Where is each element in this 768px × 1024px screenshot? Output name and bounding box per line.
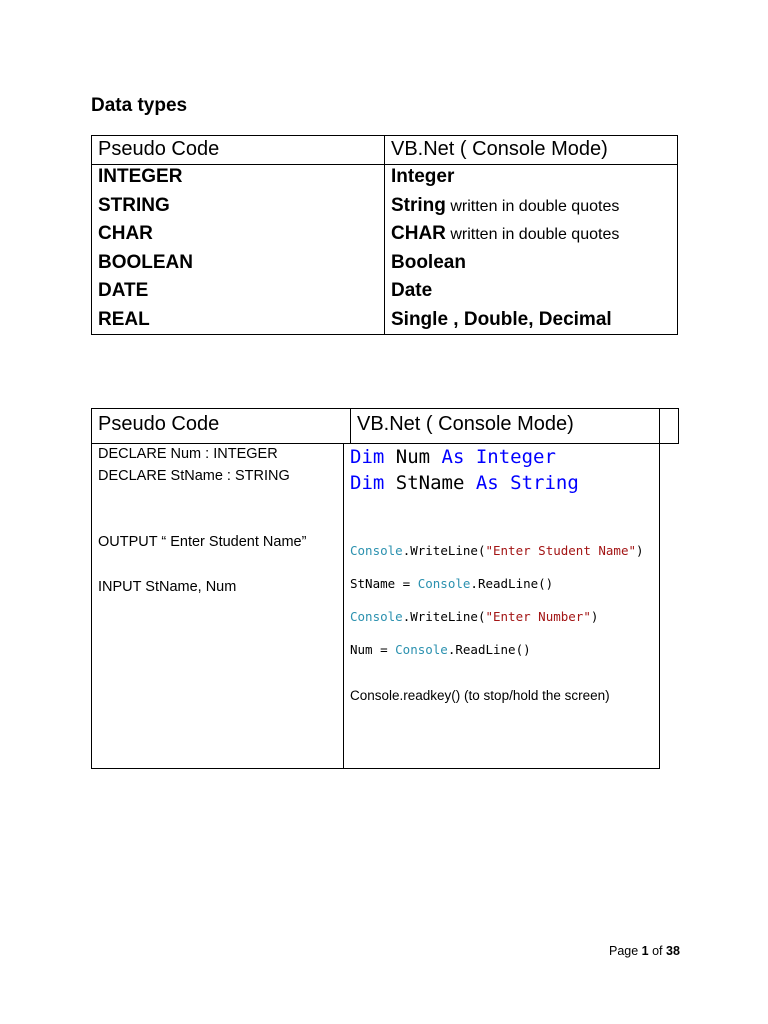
vb-note: written in double quotes	[445, 226, 620, 243]
vb-type: CHAR	[391, 223, 446, 244]
vb-type: Date	[391, 280, 433, 301]
pseudo-type: REAL	[98, 309, 150, 330]
code-line-dim-stname: Dim StName As String	[350, 472, 579, 494]
column-divider	[343, 444, 344, 768]
header-vbnet: VB.Net ( Console Mode)	[357, 413, 574, 435]
code-line-readkey: Console.readkey() (to stop/hold the screen)	[350, 688, 610, 703]
pseudo-line: OUTPUT “ Enter Student Name”	[98, 534, 307, 550]
code-line-readline-stname: StName = Console.ReadLine()	[350, 576, 554, 591]
pseudo-type: BOOLEAN	[98, 252, 193, 273]
vb-type: Boolean	[391, 252, 466, 273]
data-types-table	[91, 135, 678, 335]
table-row	[92, 223, 677, 251]
header-pseudo-code: Pseudo Code	[98, 138, 220, 160]
pseudo-line: DECLARE StName : STRING	[98, 468, 290, 484]
table-row	[92, 280, 677, 308]
code-line-dim-num: Dim Num As Integer	[350, 446, 556, 468]
code-line-writeline-number: Console.WriteLine("Enter Number")	[350, 609, 599, 624]
table-row	[92, 252, 677, 280]
code-line-writeline-name: Console.WriteLine("Enter Student Name")	[350, 543, 644, 558]
table-row	[92, 195, 677, 223]
header-column-divider	[350, 409, 351, 443]
pseudo-line: INPUT StName, Num	[98, 579, 237, 595]
pseudo-type: STRING	[98, 195, 170, 216]
vb-note: written in double quotes	[445, 198, 620, 215]
page-number: Page 1 of 38	[609, 944, 680, 958]
code-comparison-table	[91, 408, 660, 769]
vb-type: Single , Double, Decimal	[391, 309, 612, 330]
code-table-header	[91, 408, 679, 444]
vb-type: String	[391, 195, 446, 216]
vb-type: Integer	[391, 166, 455, 187]
pseudo-type: INTEGER	[98, 166, 183, 187]
page-title: Data types	[91, 95, 188, 116]
header-pseudo-code: Pseudo Code	[98, 413, 220, 435]
table-row	[92, 166, 677, 194]
header-vbnet: VB.Net ( Console Mode)	[391, 138, 608, 160]
code-line-readline-num: Num = Console.ReadLine()	[350, 642, 531, 657]
header-divider	[92, 164, 677, 165]
pseudo-type: DATE	[98, 280, 149, 301]
pseudo-line: DECLARE Num : INTEGER	[98, 446, 278, 462]
table-row	[92, 309, 677, 337]
pseudo-type: CHAR	[98, 223, 153, 244]
